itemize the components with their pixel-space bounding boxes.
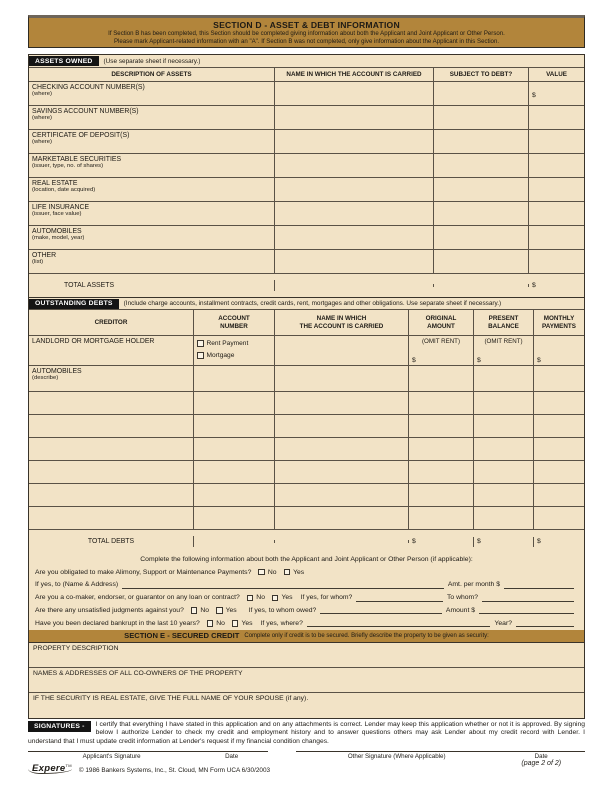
- asset-row-real-estate: [29, 178, 584, 202]
- asset-value-cell[interactable]: [529, 202, 584, 225]
- asset-description-cell[interactable]: MARKETABLE SECURITIES (issuer, type, no. of shares): [29, 154, 275, 177]
- debts-col-present-balance: PRESENT BALANCE: [474, 310, 534, 335]
- outstanding-debts-note: (Include charge accounts, installment contracts, credit cards, rent, mortgages and other obligations. Use separate sheet if necessary.): [123, 300, 502, 307]
- debts-table: [29, 310, 584, 553]
- form-body: [28, 54, 585, 719]
- section-d-header: [28, 15, 585, 48]
- total-debts-label-cell: TOTAL DEBTS: [29, 536, 194, 547]
- outstanding-debts-label: OUTSTANDING DEBTS: [29, 299, 119, 309]
- asset-name-carried-cell[interactable]: [275, 106, 434, 129]
- judgments-owed-to-input[interactable]: [320, 613, 442, 614]
- asset-name-carried-cell[interactable]: [275, 154, 434, 177]
- debt-monthly-payments-cell[interactable]: [534, 461, 584, 483]
- total-assets-value-cell[interactable]: [529, 281, 584, 291]
- debt-present-balance-cell[interactable]: [474, 366, 534, 391]
- section-d-note-line2: Please mark Applicant-related information with an "A". If Section B was not completed, only give information about the Applicant in this Section.: [113, 37, 500, 45]
- asset-total-row: [29, 274, 584, 297]
- section-e-note: Complete only if credit is to be secured. Briefly describe the property to be given as security:: [244, 632, 489, 639]
- omit-rent-note: (OMIT RENT): [421, 337, 461, 345]
- comaker-for-whom-input[interactable]: [356, 601, 443, 602]
- asset-description-cell[interactable]: REAL ESTATE (location, date acquired): [29, 178, 275, 201]
- debt-empty-row: [29, 484, 584, 507]
- asset-value-cell[interactable]: [529, 250, 584, 273]
- debt-name-carried-cell[interactable]: [275, 540, 409, 543]
- asset-description-cell[interactable]: CHECKING ACCOUNT NUMBER(S) (where): [29, 82, 275, 105]
- debt-account-number-cell[interactable]: [194, 438, 275, 460]
- asset-name-carried-cell[interactable]: [275, 250, 434, 273]
- asset-subject-to-debt-cell[interactable]: [434, 226, 529, 249]
- debt-name-carried-cell[interactable]: [275, 366, 409, 391]
- asset-subject-to-debt-cell[interactable]: [434, 202, 529, 225]
- comaker-to-whom-input[interactable]: [482, 601, 574, 602]
- section-d-note-line1: If Section B has been completed, this Section should be completed giving information about both the Applicant and Joint Applicant or Other Person.: [108, 30, 505, 37]
- debt-creditor-cell[interactable]: LANDLORD OR MORTGAGE HOLDER: [29, 336, 194, 365]
- total-debts-monthly-cell[interactable]: [534, 537, 584, 547]
- dollar-sign: $: [412, 538, 416, 545]
- debt-empty-row: [29, 392, 584, 415]
- applicant-signature-label: Applicant's Signature: [82, 753, 141, 760]
- asset-description-cell[interactable]: OTHER (list): [29, 250, 275, 273]
- question-alimony: Are you obligated to make Alimony, Support or Maintenance Payments? No Yes: [35, 568, 305, 576]
- signatures-block: [28, 721, 585, 746]
- asset-subject-to-debt-cell[interactable]: [434, 130, 529, 153]
- outstanding-debts-label-row: [29, 297, 584, 310]
- asset-row-life-insurance: [29, 202, 584, 226]
- asset-value-cell[interactable]: [529, 154, 584, 177]
- debts-col-creditor: CREDITOR: [29, 310, 194, 335]
- debt-empty-row: [29, 507, 584, 530]
- debt-account-number-cell[interactable]: [194, 392, 275, 414]
- assets-owned-note: (Use separate sheet if necessary.): [103, 57, 201, 65]
- asset-name-carried-cell[interactable]: [275, 178, 434, 201]
- alimony-no-checkbox[interactable]: [258, 569, 265, 576]
- asset-value-cell[interactable]: [529, 178, 584, 201]
- debt-monthly-payments-cell[interactable]: [534, 366, 584, 391]
- no-label: No: [256, 594, 265, 602]
- asset-subject-to-debt-cell[interactable]: [434, 82, 529, 105]
- asset-value-cell[interactable]: [529, 106, 584, 129]
- debt-creditor-cell[interactable]: [29, 438, 194, 460]
- debt-row-landlord: [29, 336, 584, 366]
- bankrupt-year-input[interactable]: [516, 626, 574, 627]
- debt-original-amount-cell[interactable]: [409, 415, 474, 437]
- assets-table: [29, 68, 584, 297]
- no-label: No: [267, 568, 277, 576]
- debt-empty-row: [29, 415, 584, 438]
- date-label: Date: [225, 753, 239, 760]
- form-footer: [30, 763, 270, 774]
- debt-name-carried-cell[interactable]: [275, 438, 409, 460]
- dollar-sign: $: [477, 538, 481, 545]
- debt-creditor-cell[interactable]: [29, 392, 194, 414]
- debt-monthly-payments-cell[interactable]: [534, 392, 584, 414]
- debts-col-name-carried: NAME IN WHICH THE ACCOUNT IS CARRIED: [275, 310, 409, 335]
- debt-account-number-cell[interactable]: [194, 461, 275, 483]
- debt-name-carried-cell[interactable]: [275, 336, 409, 365]
- asset-description-cell[interactable]: SAVINGS ACCOUNT NUMBER(S) (where): [29, 106, 275, 129]
- asset-name-carried-cell[interactable]: [275, 130, 434, 153]
- asset-name-carried-cell[interactable]: [275, 202, 434, 225]
- asset-subject-to-debt-cell[interactable]: [434, 106, 529, 129]
- mortgage-label: Mortgage: [206, 352, 235, 359]
- copyright-text: © 1986 Bankers Systems, Inc., St. Cloud, MN Form UCA 6/30/2003: [78, 767, 271, 775]
- asset-row-savings: [29, 106, 584, 130]
- debt-name-carried-cell[interactable]: [275, 392, 409, 414]
- other-signature-label: Other Signature (Where Applicable): [347, 753, 446, 760]
- questions-intro: Complete the following information about both the Applicant and Joint Applicant or Other Person (if applicable):: [140, 555, 473, 563]
- debt-account-number-cell[interactable]: [194, 415, 275, 437]
- dollar-sign: $: [537, 538, 541, 545]
- debt-original-amount-cell[interactable]: [409, 438, 474, 460]
- assets-header-row: [29, 68, 584, 82]
- total-assets-label-cell: TOTAL ASSETS: [29, 280, 275, 291]
- other-signature-line[interactable]: [296, 751, 585, 752]
- assets-col-name-carried: NAME IN WHICH THE ACCOUNT IS CARRIED: [275, 68, 434, 81]
- no-label: No: [216, 619, 225, 627]
- debt-present-balance-cell[interactable]: [474, 438, 534, 460]
- debt-name-carried-cell[interactable]: [275, 484, 409, 506]
- debt-empty-row: [29, 438, 584, 461]
- asset-value-cell[interactable]: [529, 82, 584, 105]
- asset-name-carried-cell[interactable]: [275, 226, 434, 249]
- bankrupt-no-checkbox[interactable]: [207, 620, 214, 627]
- debt-monthly-payments-cell[interactable]: [534, 438, 584, 460]
- judgments-yes-checkbox[interactable]: [216, 607, 223, 614]
- debt-account-number-cell[interactable]: [194, 540, 275, 543]
- assets-owned-label: ASSETS OWNED: [29, 56, 99, 66]
- asset-description-cell[interactable]: LIFE INSURANCE (issuer, face value): [29, 202, 275, 225]
- section-d-title: SECTION D - ASSET & DEBT INFORMATION: [213, 20, 400, 30]
- bankrupt-yes-checkbox[interactable]: [232, 620, 239, 627]
- debt-creditor-cell[interactable]: [29, 484, 194, 506]
- debt-account-number-cell[interactable]: [194, 366, 275, 391]
- debt-creditor-cell[interactable]: [29, 415, 194, 437]
- debt-creditor-cell[interactable]: [29, 507, 194, 529]
- assets-col-description: DESCRIPTION OF ASSETS: [29, 68, 275, 81]
- asset-row-automobiles: [29, 226, 584, 250]
- spouse-name-box[interactable]: IF THE SECURITY IS REAL ESTATE, GIVE THE FULL NAME OF YOUR SPOUSE (if any).: [33, 694, 309, 702]
- debt-present-balance-cell[interactable]: [474, 507, 534, 529]
- debt-account-number-cell[interactable]: [194, 507, 275, 529]
- expere-logo: Expere™: [32, 763, 72, 775]
- debt-original-amount-cell[interactable]: [409, 484, 474, 506]
- debt-creditor-cell[interactable]: AUTOMOBILES (describe): [29, 366, 194, 391]
- question-bankrupt: Have you been declared bankrupt in the last 10 years? No Yes If yes, where? Year?: [29, 617, 584, 630]
- question-judgments: Are there any unsatisfied judgments against you? No Yes If yes, to whom owed? Amount $: [29, 604, 584, 617]
- total-debts-original-cell[interactable]: [409, 537, 474, 547]
- debts-col-original-amount: ORIGINAL AMOUNT: [409, 310, 474, 335]
- judgments-amount-input[interactable]: [479, 613, 574, 614]
- omit-rent-note: (OMIT RENT): [484, 337, 523, 345]
- total-debts-present-cell[interactable]: [474, 537, 534, 547]
- debt-name-carried-cell[interactable]: [275, 507, 409, 529]
- debt-total-row: [29, 530, 584, 553]
- comaker-no-checkbox[interactable]: [247, 595, 254, 602]
- bankrupt-where-input[interactable]: [307, 626, 491, 627]
- asset-description-cell[interactable]: AUTOMOBILES (make, model, year): [29, 226, 275, 249]
- mortgage-checkbox[interactable]: [197, 352, 204, 359]
- dollar-sign: $: [412, 356, 416, 364]
- judgments-no-checkbox[interactable]: [191, 607, 198, 614]
- signatures-label: SIGNATURES -: [28, 721, 91, 732]
- rent-payment-label: Rent Payment: [206, 340, 249, 347]
- asset-description-cell[interactable]: CERTIFICATE OF DEPOSIT(S) (where): [29, 130, 275, 153]
- debt-account-number-cell: [194, 336, 275, 365]
- alimony-recipient-input[interactable]: [122, 588, 444, 589]
- dollar-sign: $: [537, 356, 541, 364]
- question-alimony-followup: If yes, to (Name & Address) Amt. per month $: [29, 579, 584, 592]
- rent-payment-checkbox[interactable]: [197, 340, 204, 347]
- asset-subject-to-debt-cell[interactable]: [434, 178, 529, 201]
- debt-present-balance-cell[interactable]: [474, 392, 534, 414]
- yes-label: Yes: [281, 594, 293, 602]
- section-e-header: [29, 630, 584, 643]
- other-signature-group: [296, 751, 585, 767]
- assets-owned-label-row: [29, 55, 584, 68]
- asset-row-cd: [29, 130, 584, 154]
- debt-present-balance-cell[interactable]: [474, 461, 534, 483]
- asset-value-cell[interactable]: [529, 226, 584, 249]
- dollar-sign: $: [477, 356, 481, 364]
- debt-monthly-payments-cell[interactable]: [534, 336, 584, 365]
- dollar-sign: $: [532, 91, 536, 99]
- debt-original-amount-cell[interactable]: [409, 336, 474, 365]
- applicant-signature-line[interactable]: [28, 751, 268, 752]
- asset-subject-to-debt-cell[interactable]: [434, 250, 529, 273]
- question-comaker: Are you a co-maker, endorser, or guarantor on any loan or contract? No Yes If yes, for whom? To whom?: [29, 591, 584, 604]
- date-label: Date: [534, 753, 548, 760]
- debt-original-amount-cell[interactable]: [409, 366, 474, 391]
- asset-subject-to-debt-cell[interactable]: [434, 154, 529, 177]
- yes-label: Yes: [225, 607, 237, 615]
- asset-row-securities: [29, 154, 584, 178]
- section-e-title: SECTION E - SECURED CREDIT: [124, 631, 240, 641]
- debt-account-number-cell[interactable]: [194, 484, 275, 506]
- amt-per-month-input[interactable]: [504, 588, 574, 589]
- debt-monthly-payments-cell[interactable]: [534, 507, 584, 529]
- alimony-yes-checkbox[interactable]: [284, 569, 291, 576]
- no-label: No: [200, 607, 210, 615]
- debt-monthly-payments-cell[interactable]: [534, 484, 584, 506]
- debt-monthly-payments-cell[interactable]: [534, 415, 584, 437]
- debt-present-balance-cell[interactable]: [474, 336, 534, 365]
- debt-original-amount-cell[interactable]: [409, 461, 474, 483]
- asset-row-checking: [29, 82, 584, 106]
- asset-name-carried-cell[interactable]: [275, 284, 434, 287]
- debt-name-carried-cell[interactable]: [275, 461, 409, 483]
- dollar-sign: $: [532, 282, 536, 289]
- asset-value-cell[interactable]: [529, 130, 584, 153]
- debt-name-carried-cell[interactable]: [275, 415, 409, 437]
- debt-row-automobiles: [29, 366, 584, 392]
- asset-row-other: [29, 250, 584, 274]
- signatures-text: I certify that everything I have stated in this application and on any attachments is correct. Lender may keep this application whether or not it is approved. By signing below I authorize Lender to check my credit and employment history and to answer questions others may ask Lender about my credit record with Lender. I understand that I must update credit information at Lender's request if my financial condition changes.: [28, 721, 585, 745]
- assets-col-value: VALUE: [546, 70, 567, 78]
- co-owners-box[interactable]: NAMES & ADDRESSES OF ALL CO-OWNERS OF THE PROPERTY: [29, 668, 584, 693]
- debt-original-amount-cell[interactable]: [409, 392, 474, 414]
- debt-empty-row: [29, 461, 584, 484]
- debts-header-row: [29, 310, 584, 336]
- property-description-box[interactable]: PROPERTY DESCRIPTION: [29, 643, 584, 668]
- debt-present-balance-cell[interactable]: [474, 484, 534, 506]
- comaker-yes-checkbox[interactable]: [272, 595, 279, 602]
- debt-present-balance-cell[interactable]: [474, 415, 534, 437]
- assets-col-subject-to-debt: SUBJECT TO DEBT?: [434, 68, 529, 81]
- page-number-note: (page 2 of 2): [521, 760, 562, 767]
- yes-label: Yes: [241, 619, 253, 627]
- asset-name-carried-cell[interactable]: [275, 82, 434, 105]
- debts-col-monthly-payments: MONTHLY PAYMENTS: [542, 315, 576, 330]
- questions-block: [29, 553, 584, 630]
- debt-creditor-cell[interactable]: [29, 461, 194, 483]
- asset-subject-to-debt-cell[interactable]: [434, 284, 529, 287]
- debts-col-account-number: ACCOUNT NUMBER: [194, 310, 275, 335]
- yes-label: Yes: [293, 568, 305, 576]
- debt-original-amount-cell[interactable]: [409, 507, 474, 529]
